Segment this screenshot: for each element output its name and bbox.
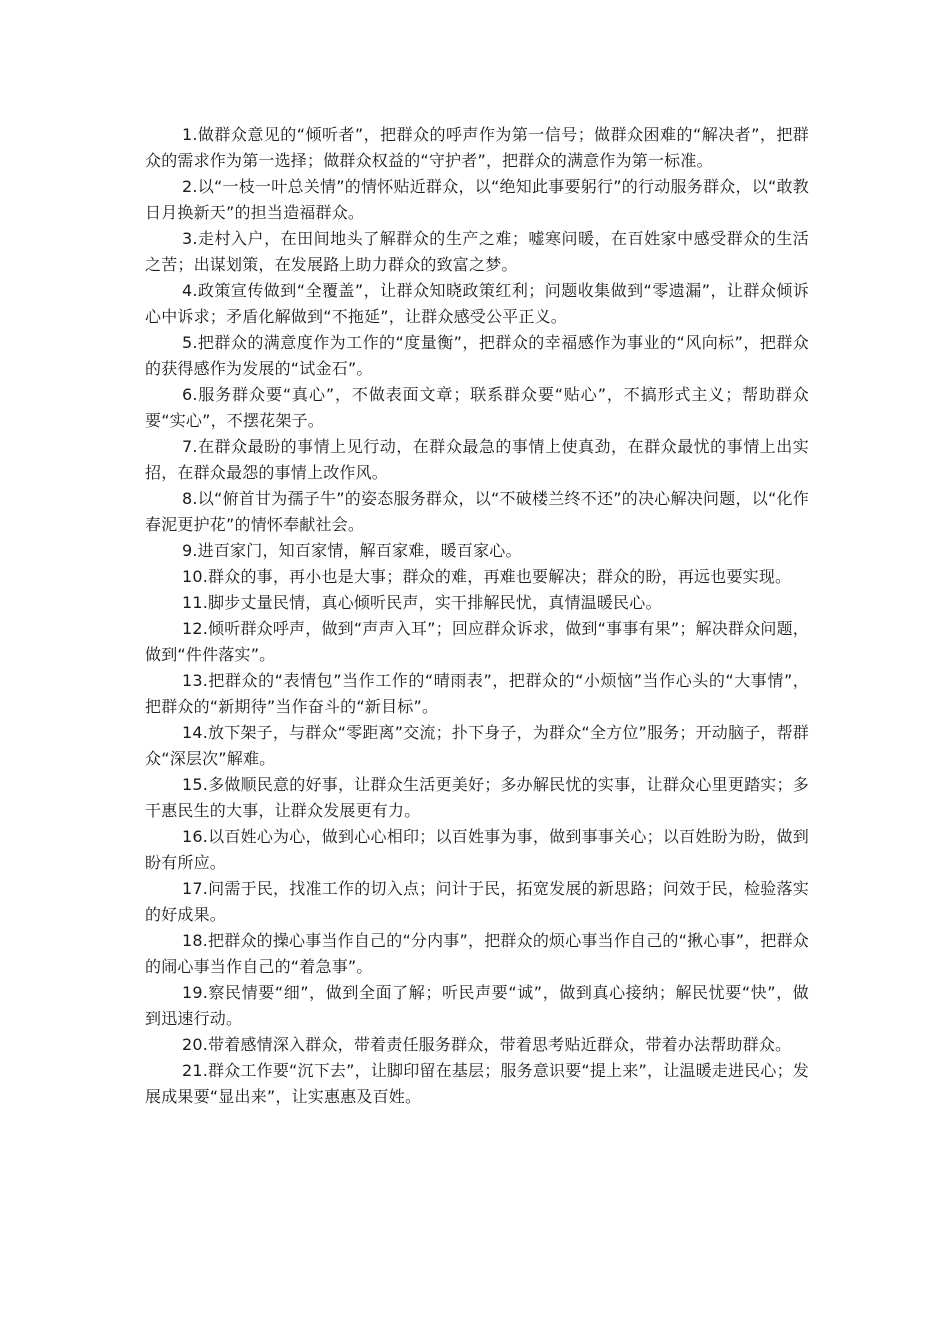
paragraph-12: 12.倾听群众呼声，做到“声声入耳”；回应群众诉求，做到“事事有果”；解决群众问题，做到“件件落实”。 <box>145 619 810 664</box>
document-body <box>145 122 809 1110</box>
paragraph-18: 18.把群众的操心事当作自己的“分内事”，把群众的烦心事当作自己的“揪心事”，把群众的闹心事当作自己的“着急事”。 <box>145 931 810 976</box>
paragraph-9: 9.进百家门，知百家情，解百家难，暖百家心。 <box>182 541 522 560</box>
paragraph-2: 2.以“一枝一叶总关情”的情怀贴近群众，以“绝知此事要躬行”的行动服务群众，以“敢教日月换新天”的担当造福群众。 <box>145 177 809 222</box>
paragraph-1: 1.做群众意见的“倾听者”，把群众的呼声作为第一信号；做群众困难的“解决者”，把群众的需求作为第一选择；做群众权益的“守护者”，把群众的满意作为第一标准。 <box>145 125 809 170</box>
paragraph-11: 11.脚步丈量民情，真心倾听民声，实干排解民忧，真情温暖民心。 <box>182 593 662 612</box>
paragraph-5: 5.把群众的满意度作为工作的“度量衡”，把群众的幸福感作为事业的“风向标”，把群众的获得感作为发展的“试金石”。 <box>145 333 809 378</box>
paragraph-15: 15.多做顺民意的好事，让群众生活更美好；多办解民忧的实事，让群众心里更踏实；多干惠民生的大事，让群众发展更有力。 <box>145 775 809 820</box>
paragraph-3: 3.走村入户，在田间地头了解群众的生产之难；嘘寒问暖，在百姓家中感受群众的生活之苦；出谋划策，在发展路上助力群众的致富之梦。 <box>145 229 809 274</box>
paragraph-4: 4.政策宣传做到“全覆盖”，让群众知晓政策红利；问题收集做到“零遗漏”，让群众倾诉心中诉求；矛盾化解做到“不拖延”，让群众感受公平正义。 <box>145 281 809 326</box>
paragraph-16: 16.以百姓心为心，做到心心相印；以百姓事为事，做到事事关心；以百姓盼为盼，做到盼有所应。 <box>145 827 809 872</box>
paragraph-8: 8.以“俯首甘为孺子牛”的姿态服务群众，以“不破楼兰终不还”的决心解决问题，以“化作春泥更护花”的情怀奉献社会。 <box>145 489 809 534</box>
paragraph-10: 10.群众的事，再小也是大事；群众的难，再难也要解决；群众的盼，再远也要实现。 <box>182 567 792 586</box>
paragraph-7: 7.在群众最盼的事情上见行动，在群众最急的事情上使真劲，在群众最忧的事情上出实招，在群众最怨的事情上改作风。 <box>145 437 809 482</box>
paragraph-13: 13.把群众的“表情包”当作工作的“晴雨表”，把群众的“小烦恼”当作心头的“大事情”，把群众的“新期待”当作奋斗的“新目标”。 <box>145 671 809 716</box>
paragraph-20: 20.带着感情深入群众，带着责任服务群众，带着思考贴近群众，带着办法帮助群众。 <box>182 1035 792 1054</box>
paragraph-14: 14.放下架子，与群众“零距离”交流；扑下身子，为群众“全方位”服务；开动脑子，帮群众“深层次”解难。 <box>145 723 810 768</box>
paragraph-19: 19.察民情要“细”，做到全面了解；听民声要“诚”，做到真心接纳；解民忧要“快”，做到迅速行动。 <box>145 983 809 1028</box>
paragraph-17: 17.问需于民，找准工作的切入点；问计于民，拓宽发展的新思路；问效于民，检验落实的好成果。 <box>145 879 809 924</box>
paragraph-21: 21.群众工作要“沉下去”，让脚印留在基层；服务意识要“提上来”，让温暖走进民心；发展成果要“显出来”，让实惠惠及百姓。 <box>145 1061 810 1106</box>
paragraph-6: 6.服务群众要“真心”，不做表面文章；联系群众要“贴心”，不搞形式主义；帮助群众要“实心”，不摆花架子。 <box>145 385 809 430</box>
